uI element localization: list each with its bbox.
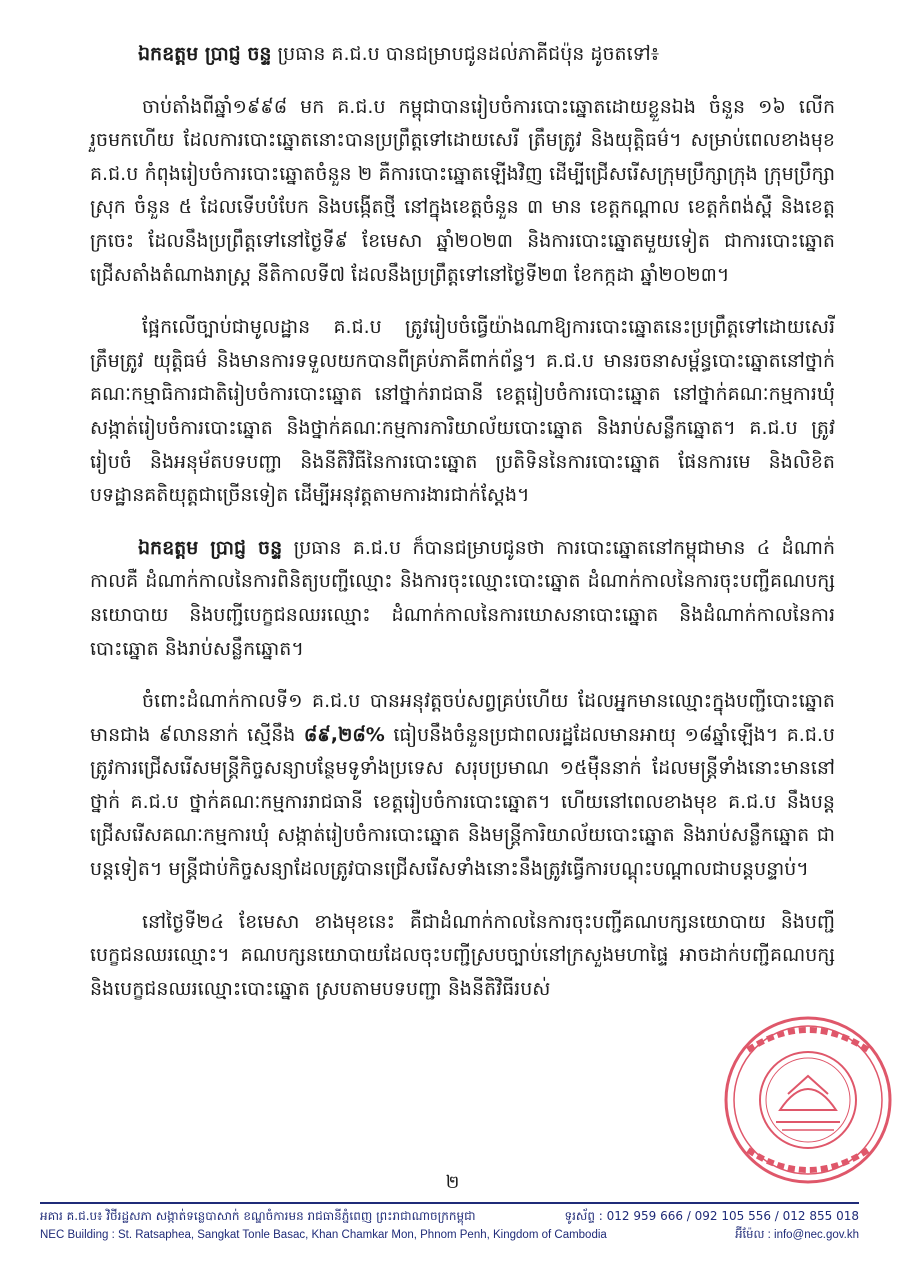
paragraph-1	[90, 38, 835, 72]
speaker-name: ឯកឧត្តម ប្រាជ្ញ ចន្ទ	[138, 536, 283, 559]
paragraph-6: នៅថ្ងៃទី២៤ ខែមេសា ខាងមុខនេះ គឺជាដំណាក់កាលនៃការចុះបញ្ជីគណបក្សនយោបាយ និងបញ្ជីបេក្ខជនឈរឈ្មោះ។ គណបក្សនយោបាយដែលចុះបញ្ជីស្របច្បាប់នៅក្រសួងមហាផ្ទៃ អាចដាក់បញ្ជីគណបក្ស និងបេក្ខជនឈរឈ្មោះបោះឆ្នោត ស្របតាមបទបញ្ជា និងនីតិវិធីរបស់	[90, 910, 835, 1000]
paragraph-2: ចាប់តាំងពីឆ្នាំ១៩៩៨ មក គ.ជ.ប កម្ពុជាបានរៀបចំការបោះឆ្នោតដោយខ្លួនឯង ចំនួន ១៦ លើករួចមកហើយ ដែលការបោះឆ្នោតនោះបានប្រព្រឹត្តទៅដោយសេរី ត្រឹមត្រូវ និងយុត្តិធម៌។ សម្រាប់ពេលខាងមុខ គ.ជ.ប កំពុងរៀបចំការបោះឆ្នោតចំនួន ២ គឺការបោះឆ្នោតឡើងវិញ ដើម្បីជ្រើសរើសក្រុមប្រឹក្សាក្រុង ក្រុមប្រឹក្សាស្រុក ចំនួន ៥ ដែលទើបបំបែក និងបង្កើតថ្មី នៅក្នុងខេត្តចំនួន ៣ មាន ខេត្តកណ្ដាល ខេត្តកំពង់ស្ពឺ និងខេត្តក្រចេះ ដែលនឹងប្រព្រឹត្តទៅនៅថ្ងៃទី៩ ខែមេសា ឆ្នាំ២០២៣ និងការបោះឆ្នោតមួយទៀត ជាការបោះឆ្នោតជ្រើសតាំងតំណាងរាស្ត្រ នីតិកាលទី៧ ដែលនឹងប្រព្រឹត្តទៅនៅថ្ងៃទី២៣ ខែកក្កដា ឆ្នាំ២០២៣។	[90, 95, 835, 286]
paragraph-5-text-a: ចំពោះដំណាក់កាលទី១ គ.ជ.ប បានអនុវត្តចប់សព្វគ្រប់ហើយ ដែលអ្នកមានឈ្មោះក្នុងបញ្ជីបោះឆ្នោតមានជាង ៩លាននាក់ ស្មើនឹង	[90, 690, 835, 746]
footer-phone	[564, 1208, 859, 1226]
footer-divider	[40, 1202, 859, 1204]
phone-numbers: 012 959 666 / 092 105 556 / 012 855 018	[606, 1209, 859, 1223]
footer-address-en: NEC Building : St. Ratsaphea, Sangkat Tonle Basac, Khan Chamkar Mon, Phnom Penh, Kingdom of Cambodia	[40, 1229, 607, 1241]
footer-row-km	[40, 1208, 859, 1226]
paragraph-4	[90, 532, 835, 666]
paragraph-4-text: ប្រធាន គ.ជ.ប ក៏បានជម្រាបជូនថា ការបោះឆ្នោតនៅកម្ពុជាមាន ៤ ដំណាក់កាលគឺ ដំណាក់កាលនៃការពិនិត្យបញ្ជីឈ្មោះ និងការចុះឈ្មោះបោះឆ្នោត ដំណាក់កាលនៃការចុះបញ្ជីគណបក្សនយោបាយ និងបញ្ជីបេក្ខជនឈរឈ្មោះ ដំណាក់កាលនៃការឃោសនាបោះឆ្នោត និងដំណាក់កាលនៃការបោះឆ្នោត និងរាប់សន្លឹកឆ្នោត។	[90, 536, 835, 660]
footer-row-en	[40, 1226, 859, 1244]
phone-label: ទូរស័ព្ទ :	[564, 1209, 607, 1223]
paragraph-5-text-b: ធៀបនឹងចំនួនប្រជាពលរដ្ឋដែលមានអាយុ ១៨ឆ្នាំឡើង។ គ.ជ.ប ត្រូវការជ្រើសរើសមន្ត្រីកិច្ចសន្យាបន្ថែមទូទាំងប្រទេស សរុបប្រមាណ ១៥ម៉ឺននាក់ ដែលមន្ត្រីទាំងនោះមាននៅថ្នាក់ គ.ជ.ប ថ្នាក់គណៈកម្មការរាជធានី ខេត្តរៀបចំការបោះឆ្នោត។ ហើយនៅពេលខាងមុខ គ.ជ.ប នឹងបន្តជ្រើសរើសគណៈកម្មការឃុំ សង្កាត់រៀបចំការបោះឆ្នោត និងមន្ត្រីការិយាល័យបោះឆ្នោត និងរាប់សន្លឹកឆ្នោត ជាបន្តទៀត។ មន្ត្រីជាប់កិច្ចសន្យាដែលត្រូវបានជ្រើសរើសទាំងនោះនឹងត្រូវធ្វើការបណ្ដុះបណ្ដាលជាបន្តបន្ទាប់។	[90, 723, 835, 881]
paragraph-3: ផ្អែកលើច្បាប់ជាមូលដ្ឋាន គ.ជ.ប ត្រូវរៀបចំធ្វើយ៉ាងណាឱ្យការបោះឆ្នោតនេះប្រព្រឹត្តទៅដោយសេរី ត្រឹមត្រូវ យុត្តិធម៌ និងមានការទទួលយកបានពីគ្រប់ភាគីពាក់ព័ន្ធ។ គ.ជ.ប មានរចនាសម្ព័ន្ធបោះឆ្នោតនៅថ្នាក់គណៈកម្មាធិការជាតិរៀបចំការបោះឆ្នោត នៅថ្នាក់រាជធានី ខេត្តរៀបចំការបោះឆ្នោត នៅថ្នាក់គណៈកម្មការឃុំ សង្កាត់រៀបចំការបោះឆ្នោត និងថ្នាក់គណៈកម្មការការិយាល័យបោះឆ្នោត និងរាប់សន្លឹកឆ្នោត។ គ.ជ.ប ត្រូវរៀបចំ និងអនុម័តបទបញ្ជា និងនីតិវិធីនៃការបោះឆ្នោត ប្រតិទិននៃការបោះឆ្នោត ផែនការមេ និងលិខិតបទដ្ឋានគតិយុត្តជាច្រើនទៀត ដើម្បីអនុវត្តតាមការងារជាក់ស្តែង។	[90, 316, 835, 507]
email-address: info@nec.gov.kh	[774, 1228, 859, 1241]
registration-percentage: ៨៩,២៨%	[303, 723, 385, 746]
letterhead-footer	[40, 1208, 859, 1244]
paragraph-1-text: ប្រធាន គ.ជ.ប បានជម្រាបជូនដល់ភាគីជប៉ុន ដូចតទៅ៖	[271, 43, 660, 65]
paragraph-5	[90, 685, 835, 887]
official-seal-icon	[718, 1010, 898, 1190]
email-label: អ៊ីម៉ែល :	[735, 1228, 775, 1241]
speaker-name: ឯកឧត្តម ប្រាជ្ញ ចន្ទ	[138, 43, 272, 65]
document-body	[90, 38, 835, 1025]
page-number: ២	[445, 1172, 460, 1193]
footer-email	[735, 1227, 859, 1244]
footer-address-km: អគារ គ.ជ.ប៖ វិថីរដ្ឋសភា សង្កាត់ទន្លេបាសាក់ ខណ្ឌចំការមន រាជធានីភ្នំពេញ ព្រះរាជាណាចក្រកម្ពុជា	[40, 1209, 476, 1223]
